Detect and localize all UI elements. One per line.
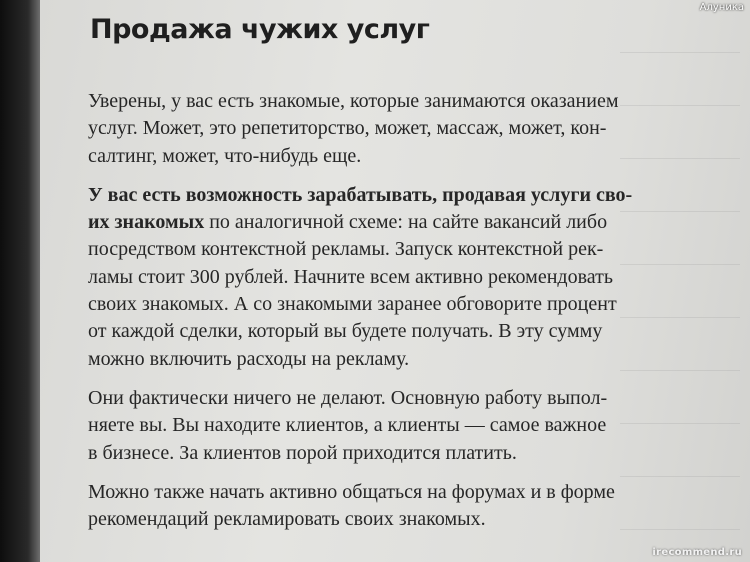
text-line: своих знакомых. А со знакомыми заранее обговорите процент [88,293,617,316]
text-line: Уверены, у вас есть знакомые, которые занимаются оказанием [88,90,619,112]
bold-phrase: их знакомых [88,211,205,234]
text-line: ламы стоит 300 рублей. Начните всем активно рекомендовать [88,265,613,288]
text-line: Они фактически ничего не делают. Основную работу выпол- [88,386,608,409]
text-line: посредством контекстной рекламы. Запуск контекстной рек- [88,238,604,261]
paragraph-3 [88,385,728,467]
text-line: рекомендаций рекламировать своих знакомых. [88,508,486,531]
text-line: салтинг, может, что-нибудь еще. [88,144,362,167]
section-heading: Продажа чужих услуг [90,14,430,45]
watermark-site: irecommend.ru [652,547,742,558]
paragraph-4 [88,479,728,534]
text-fragment: по аналогичной схеме: на сайте вакансий либо [204,211,608,234]
watermark-username: Алуника [699,2,744,13]
paragraph-2 [88,182,728,373]
body-text [88,88,728,545]
paragraph-1 [88,88,728,170]
text-line: в бизнесе. За клиентов порой приходится платить. [88,441,517,464]
text-line [88,209,728,236]
text-line: Можно также начать активно общаться на форумах и в форме [88,480,615,503]
text-line: от каждой сделки, который вы будете получать. В эту сумму [88,320,603,343]
text-line: няете вы. Вы находите клиентов, а клиенты — самое важное [88,414,607,437]
text-line: услуг. Может, это репетиторство, может, массаж, может, кон- [88,117,607,140]
book-spine-shadow [0,0,40,562]
bold-phrase: У вас есть возможность зарабатывать, продавая услуги сво- [88,183,633,206]
text-line [88,182,728,209]
text-line: можно включить расходы на рекламу. [88,347,410,370]
